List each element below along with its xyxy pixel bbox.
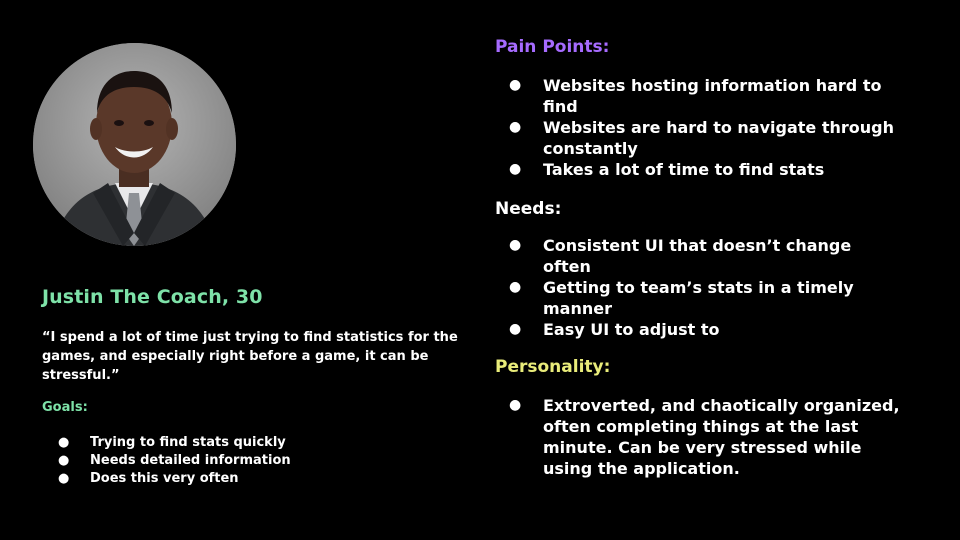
- list-item: [495, 319, 900, 340]
- bullet-icon: ●: [509, 77, 522, 93]
- list-item: [495, 235, 900, 277]
- pain-point-text: Websites are hard to navigate through constantly: [543, 118, 894, 158]
- personality-heading: Personality:: [495, 357, 611, 377]
- list-item: [495, 277, 900, 319]
- bullet-icon: ●: [58, 435, 70, 450]
- personality-list: [495, 395, 905, 479]
- bullet-icon: ●: [58, 453, 70, 468]
- bullet-icon: ●: [509, 321, 522, 337]
- goals-list: [42, 434, 442, 488]
- list-item: [42, 434, 442, 452]
- persona-quote: “I spend a lot of time just trying to find statistics for the games, and especially right before a game, it can be stressful.”: [42, 330, 458, 383]
- bullet-icon: ●: [509, 119, 522, 135]
- need-text: Easy UI to adjust to: [543, 320, 720, 339]
- bullet-icon: ●: [509, 161, 522, 177]
- need-text: Getting to team’s stats in a timely manner: [543, 278, 854, 318]
- list-item: [495, 395, 905, 479]
- goal-text: Does this very often: [90, 471, 239, 486]
- bullet-icon: ●: [509, 279, 522, 295]
- list-item: [495, 75, 910, 117]
- goals-heading: Goals:: [42, 400, 88, 415]
- bullet-icon: ●: [509, 237, 522, 253]
- needs-heading: Needs:: [495, 199, 562, 219]
- pain-point-text: Websites hosting information hard to find: [543, 76, 882, 116]
- portrait-photo-icon: [33, 43, 236, 246]
- pain-point-text: Takes a lot of time to find stats: [543, 160, 825, 179]
- persona-photo: [33, 43, 236, 246]
- bullet-icon: ●: [58, 471, 70, 486]
- pain-points-list: [495, 75, 910, 180]
- list-item: [495, 159, 910, 180]
- list-item: [42, 470, 442, 488]
- personality-text: Extroverted, and chaotically organized, often completing things at the last minute. Can be very stressed while using the application.: [543, 396, 900, 478]
- needs-list: [495, 235, 900, 340]
- pain-points-heading: Pain Points:: [495, 37, 610, 57]
- need-text: Consistent UI that doesn’t change often: [543, 236, 852, 276]
- persona-name: Justin The Coach, 30: [42, 286, 263, 308]
- goal-text: Trying to find stats quickly: [90, 435, 286, 450]
- list-item: [495, 117, 910, 159]
- goal-text: Needs detailed information: [90, 453, 291, 468]
- bullet-icon: ●: [509, 397, 522, 413]
- list-item: [42, 452, 442, 470]
